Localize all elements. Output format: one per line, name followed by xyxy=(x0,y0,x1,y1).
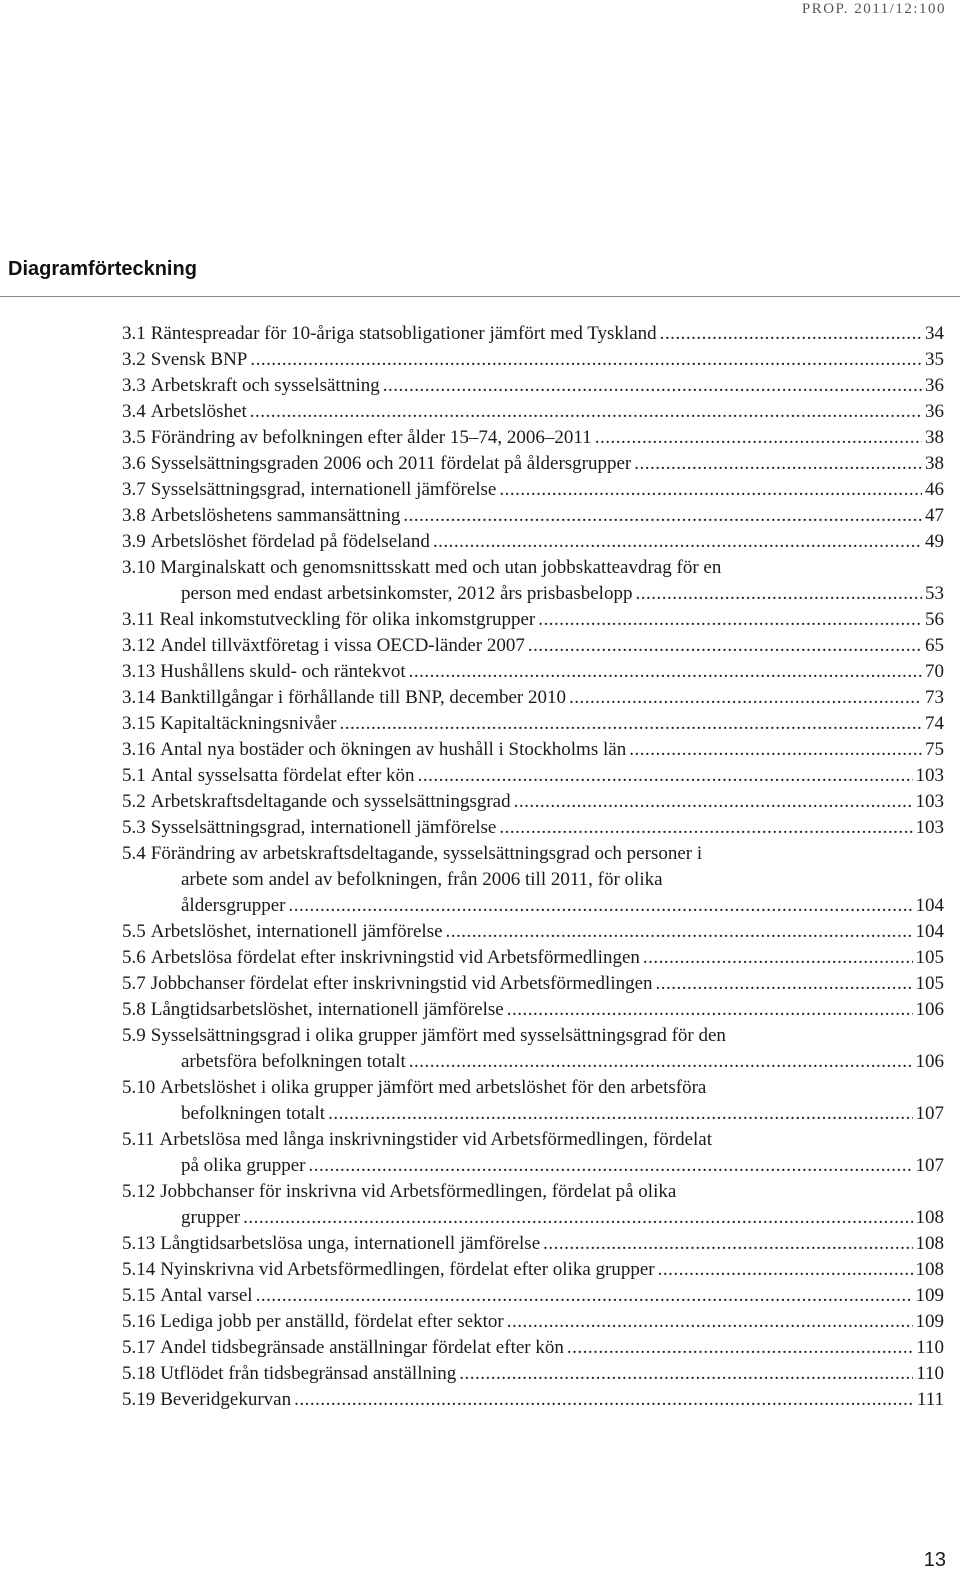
entry-page-number: 53 xyxy=(925,583,944,604)
entry-page-number: 103 xyxy=(915,817,944,838)
entry-number: 5.1 xyxy=(122,765,146,786)
entry-title: Beveridgekurvan xyxy=(160,1389,292,1410)
toc-entry[interactable] xyxy=(122,633,944,659)
entry-page-number: 106 xyxy=(915,1051,944,1072)
entry-number: 3.11 xyxy=(122,609,155,630)
dot-leader xyxy=(514,789,913,815)
entry-title: Jobbchanser fördelat efter inskrivningstid vid Arbetsförmedlingen xyxy=(150,973,653,994)
dot-leader xyxy=(403,503,922,529)
dot-leader xyxy=(250,399,922,425)
heading-rule xyxy=(0,296,960,297)
entry-number: 3.12 xyxy=(122,635,156,656)
toc-entry[interactable] xyxy=(122,919,944,945)
entry-number: 5.14 xyxy=(122,1259,156,1280)
entry-number: 3.2 xyxy=(122,349,146,370)
entry-title: Arbetslöshet, internationell jämförelse xyxy=(150,921,443,942)
toc-entry[interactable] xyxy=(122,503,944,529)
entry-title: arbete som andel av befolkningen, från 2006 till 2011, för olika xyxy=(181,869,663,890)
entry-number: 5.15 xyxy=(122,1285,156,1306)
entry-title: Långtidsarbetslöshet, internationell jämförelse xyxy=(150,999,504,1020)
toc-entry[interactable] xyxy=(122,711,944,737)
toc-entry[interactable] xyxy=(122,1361,944,1387)
entry-number: 3.5 xyxy=(122,427,146,448)
entry-number: 3.1 xyxy=(122,323,146,344)
dot-leader xyxy=(567,1335,913,1361)
entry-page-number: 36 xyxy=(925,375,944,396)
entry-title: Räntespreadar för 10-åriga statsobligationer jämfört med Tyskland xyxy=(150,323,657,344)
entry-title: Banktillgångar i förhållande till BNP, december 2010 xyxy=(160,687,567,708)
entry-page-number: 74 xyxy=(925,713,944,734)
entry-page-number: 108 xyxy=(915,1233,944,1254)
entry-page-number: 73 xyxy=(925,687,944,708)
dot-leader xyxy=(250,347,922,373)
entry-number: 5.19 xyxy=(122,1389,156,1410)
entry-page-number: 47 xyxy=(925,505,944,526)
entry-page-number: 104 xyxy=(915,895,944,916)
dot-leader xyxy=(288,893,912,919)
entry-page-number: 110 xyxy=(916,1363,944,1384)
entry-page-number: 111 xyxy=(916,1389,944,1410)
entry-title: Sysselsättningsgrad i olika grupper jämfört med sysselsättningsgrad för den xyxy=(150,1025,726,1046)
dot-leader xyxy=(629,737,922,763)
toc-entry[interactable] xyxy=(122,1309,944,1335)
entry-title: Andel tillväxtföretag i vissa OECD-länder 2007 xyxy=(160,635,525,656)
entry-number: 5.18 xyxy=(122,1363,156,1384)
entry-title: Långtidsarbetslösa unga, internationell jämförelse xyxy=(160,1233,541,1254)
entry-page-number: 108 xyxy=(915,1207,944,1228)
entry-title: Arbetskraft och sysselsättning xyxy=(150,375,380,396)
entry-number: 3.7 xyxy=(122,479,146,500)
page-number: 13 xyxy=(923,1549,946,1571)
dot-leader xyxy=(634,451,922,477)
entry-title: Andel tidsbegränsade anställningar fördelat efter kön xyxy=(160,1337,564,1358)
entry-page-number: 105 xyxy=(915,973,944,994)
entry-number: 3.13 xyxy=(122,661,156,682)
toc-entry[interactable] xyxy=(122,1023,944,1075)
entry-title: Arbetslöshet xyxy=(150,401,247,422)
entry-number: 5.9 xyxy=(122,1025,146,1046)
entry-title: befolkningen totalt xyxy=(181,1103,326,1124)
entry-number: 5.8 xyxy=(122,999,146,1020)
dot-leader xyxy=(309,1153,913,1179)
toc-entry[interactable] xyxy=(122,451,944,477)
dot-leader xyxy=(339,711,922,737)
entry-page-number: 103 xyxy=(915,791,944,812)
dot-leader xyxy=(658,1257,913,1283)
entry-page-number: 38 xyxy=(925,453,944,474)
entry-number: 3.3 xyxy=(122,375,146,396)
dot-leader xyxy=(595,425,922,451)
entry-number: 3.14 xyxy=(122,687,156,708)
entry-number: 3.4 xyxy=(122,401,146,422)
toc-entry[interactable] xyxy=(122,1257,944,1283)
toc-entry[interactable] xyxy=(122,945,944,971)
entry-number: 5.12 xyxy=(122,1181,156,1202)
entry-title: Antal varsel xyxy=(160,1285,253,1306)
toc-entry[interactable] xyxy=(122,971,944,997)
toc-entry[interactable] xyxy=(122,789,944,815)
entry-number: 5.5 xyxy=(122,921,146,942)
entry-page-number: 34 xyxy=(925,323,944,344)
dot-leader xyxy=(459,1361,913,1387)
entry-page-number: 107 xyxy=(915,1155,944,1176)
entry-page-number: 105 xyxy=(915,947,944,968)
entry-page-number: 38 xyxy=(925,427,944,448)
toc-entry[interactable] xyxy=(122,425,944,451)
entry-number: 5.11 xyxy=(122,1129,155,1150)
entry-title: Lediga jobb per anställd, fördelat efter sektor xyxy=(160,1311,504,1332)
entry-title: Hushållens skuld- och räntekvot xyxy=(160,661,406,682)
entry-page-number: 36 xyxy=(925,401,944,422)
entry-number: 5.17 xyxy=(122,1337,156,1358)
toc-entry[interactable] xyxy=(122,737,944,763)
entry-page-number: 110 xyxy=(916,1337,944,1358)
entry-number: 3.6 xyxy=(122,453,146,474)
dot-leader xyxy=(656,971,913,997)
dot-leader xyxy=(409,1049,913,1075)
dot-leader xyxy=(660,321,922,347)
entry-title: Svensk BNP xyxy=(150,349,248,370)
entry-title: Nyinskrivna vid Arbetsförmedlingen, fördelat efter olika grupper xyxy=(160,1259,655,1280)
toc-entry[interactable] xyxy=(122,1127,944,1179)
entry-title: Arbetslösa fördelat efter inskrivningstid vid Arbetsförmedlingen xyxy=(150,947,640,968)
dot-leader xyxy=(418,763,913,789)
entry-page-number: 70 xyxy=(925,661,944,682)
toc-entry[interactable] xyxy=(122,555,944,607)
entry-title: Marginalskatt och genomsnittsskatt med och utan jobbskatteavdrag för en xyxy=(160,557,722,578)
toc-entry[interactable] xyxy=(122,607,944,633)
toc-entry[interactable] xyxy=(122,841,944,919)
dot-leader xyxy=(569,685,922,711)
entry-page-number: 107 xyxy=(915,1103,944,1124)
entry-title: Antal nya bostäder och ökningen av hushåll i Stockholms län xyxy=(160,739,627,760)
entry-number: 5.13 xyxy=(122,1233,156,1254)
dot-leader xyxy=(409,659,922,685)
toc-entry[interactable] xyxy=(122,347,944,373)
toc-entry[interactable] xyxy=(122,997,944,1023)
entry-number: 3.15 xyxy=(122,713,156,734)
entry-title: Arbetskraftsdeltagande och sysselsättningsgrad xyxy=(150,791,511,812)
dot-leader xyxy=(256,1283,913,1309)
toc-entry[interactable] xyxy=(122,815,944,841)
entry-title: arbetsföra befolkningen totalt xyxy=(181,1051,406,1072)
entry-page-number: 109 xyxy=(915,1285,944,1306)
dot-leader xyxy=(328,1101,912,1127)
entry-title: åldersgrupper xyxy=(181,895,286,916)
toc-entry[interactable] xyxy=(122,763,944,789)
entry-page-number: 108 xyxy=(915,1259,944,1280)
entry-number: 3.16 xyxy=(122,739,156,760)
dot-leader xyxy=(507,997,913,1023)
entry-title: Arbetslöshet fördelad på födelseland xyxy=(150,531,430,552)
entry-title: Förändring av arbetskraftsdeltagande, sysselsättningsgrad och personer i xyxy=(150,843,703,864)
dot-leader xyxy=(446,919,913,945)
entry-title: Kapitaltäckningsnivåer xyxy=(160,713,337,734)
dot-leader xyxy=(433,529,922,555)
entry-page-number: 103 xyxy=(915,765,944,786)
entry-title: grupper xyxy=(181,1207,241,1228)
toc-entry[interactable] xyxy=(122,529,944,555)
entry-page-number: 49 xyxy=(925,531,944,552)
toc-entry[interactable] xyxy=(122,399,944,425)
entry-page-number: 56 xyxy=(925,609,944,630)
entry-number: 3.9 xyxy=(122,531,146,552)
entry-title: Real inkomstutveckling för olika inkomstgrupper xyxy=(159,609,536,630)
dot-leader xyxy=(643,945,913,971)
entry-title: person med endast arbetsinkomster, 2012 års prisbasbelopp xyxy=(181,583,633,604)
entry-page-number: 35 xyxy=(925,349,944,370)
entry-title: Utflödet från tidsbegränsad anställning xyxy=(160,1363,457,1384)
entry-number: 5.4 xyxy=(122,843,146,864)
entry-page-number: 104 xyxy=(915,921,944,942)
dot-leader xyxy=(635,581,922,607)
entry-title: Jobbchanser för inskrivna vid Arbetsförmedlingen, fördelat på olika xyxy=(160,1181,677,1202)
toc-entry[interactable] xyxy=(122,1387,944,1413)
page-title: Diagramförteckning xyxy=(8,258,197,280)
dot-leader xyxy=(507,1309,913,1335)
figure-list xyxy=(122,321,944,1413)
running-head: PROP. 2011/12:100 xyxy=(801,1,946,17)
toc-entry[interactable] xyxy=(122,1283,944,1309)
toc-entry[interactable] xyxy=(122,685,944,711)
entry-title: Antal sysselsatta fördelat efter kön xyxy=(150,765,415,786)
entry-number: 3.8 xyxy=(122,505,146,526)
entry-page-number: 75 xyxy=(925,739,944,760)
dot-leader xyxy=(294,1387,914,1413)
dot-leader xyxy=(383,373,922,399)
entry-number: 5.6 xyxy=(122,947,146,968)
entry-number: 5.7 xyxy=(122,973,146,994)
entry-number: 5.2 xyxy=(122,791,146,812)
entry-page-number: 65 xyxy=(925,635,944,656)
entry-number: 5.3 xyxy=(122,817,146,838)
entry-number: 5.10 xyxy=(122,1077,156,1098)
entry-title: Sysselsättningsgraden 2006 och 2011 fördelat på åldersgrupper xyxy=(150,453,632,474)
dot-leader xyxy=(543,1231,912,1257)
entry-number: 3.10 xyxy=(122,557,156,578)
entry-title: Arbetslösa med långa inskrivningstider vid Arbetsförmedlingen, fördelat xyxy=(159,1129,713,1150)
entry-number: 5.16 xyxy=(122,1311,156,1332)
dot-leader xyxy=(538,607,922,633)
entry-page-number: 46 xyxy=(925,479,944,500)
dot-leader xyxy=(499,815,912,841)
dot-leader xyxy=(499,477,922,503)
dot-leader xyxy=(528,633,922,659)
entry-title: Sysselsättningsgrad, internationell jämförelse xyxy=(150,479,497,500)
entry-page-number: 109 xyxy=(915,1311,944,1332)
toc-entry[interactable] xyxy=(122,1335,944,1361)
entry-title: Arbetslöshetens sammansättning xyxy=(150,505,401,526)
entry-title: Förändring av befolkningen efter ålder 15–74, 2006–2011 xyxy=(150,427,592,448)
entry-title: på olika grupper xyxy=(181,1155,306,1176)
toc-entry[interactable] xyxy=(122,321,944,347)
toc-entry[interactable] xyxy=(122,477,944,503)
toc-entry[interactable] xyxy=(122,1075,944,1127)
entry-page-number: 106 xyxy=(915,999,944,1020)
toc-entry[interactable] xyxy=(122,1231,944,1257)
dot-leader xyxy=(243,1205,912,1231)
entry-title: Arbetslöshet i olika grupper jämfört med arbetslöshet för den arbetsföra xyxy=(160,1077,707,1098)
toc-entry[interactable] xyxy=(122,659,944,685)
toc-entry[interactable] xyxy=(122,1179,944,1231)
entry-title: Sysselsättningsgrad, internationell jämförelse xyxy=(150,817,497,838)
toc-entry[interactable] xyxy=(122,373,944,399)
